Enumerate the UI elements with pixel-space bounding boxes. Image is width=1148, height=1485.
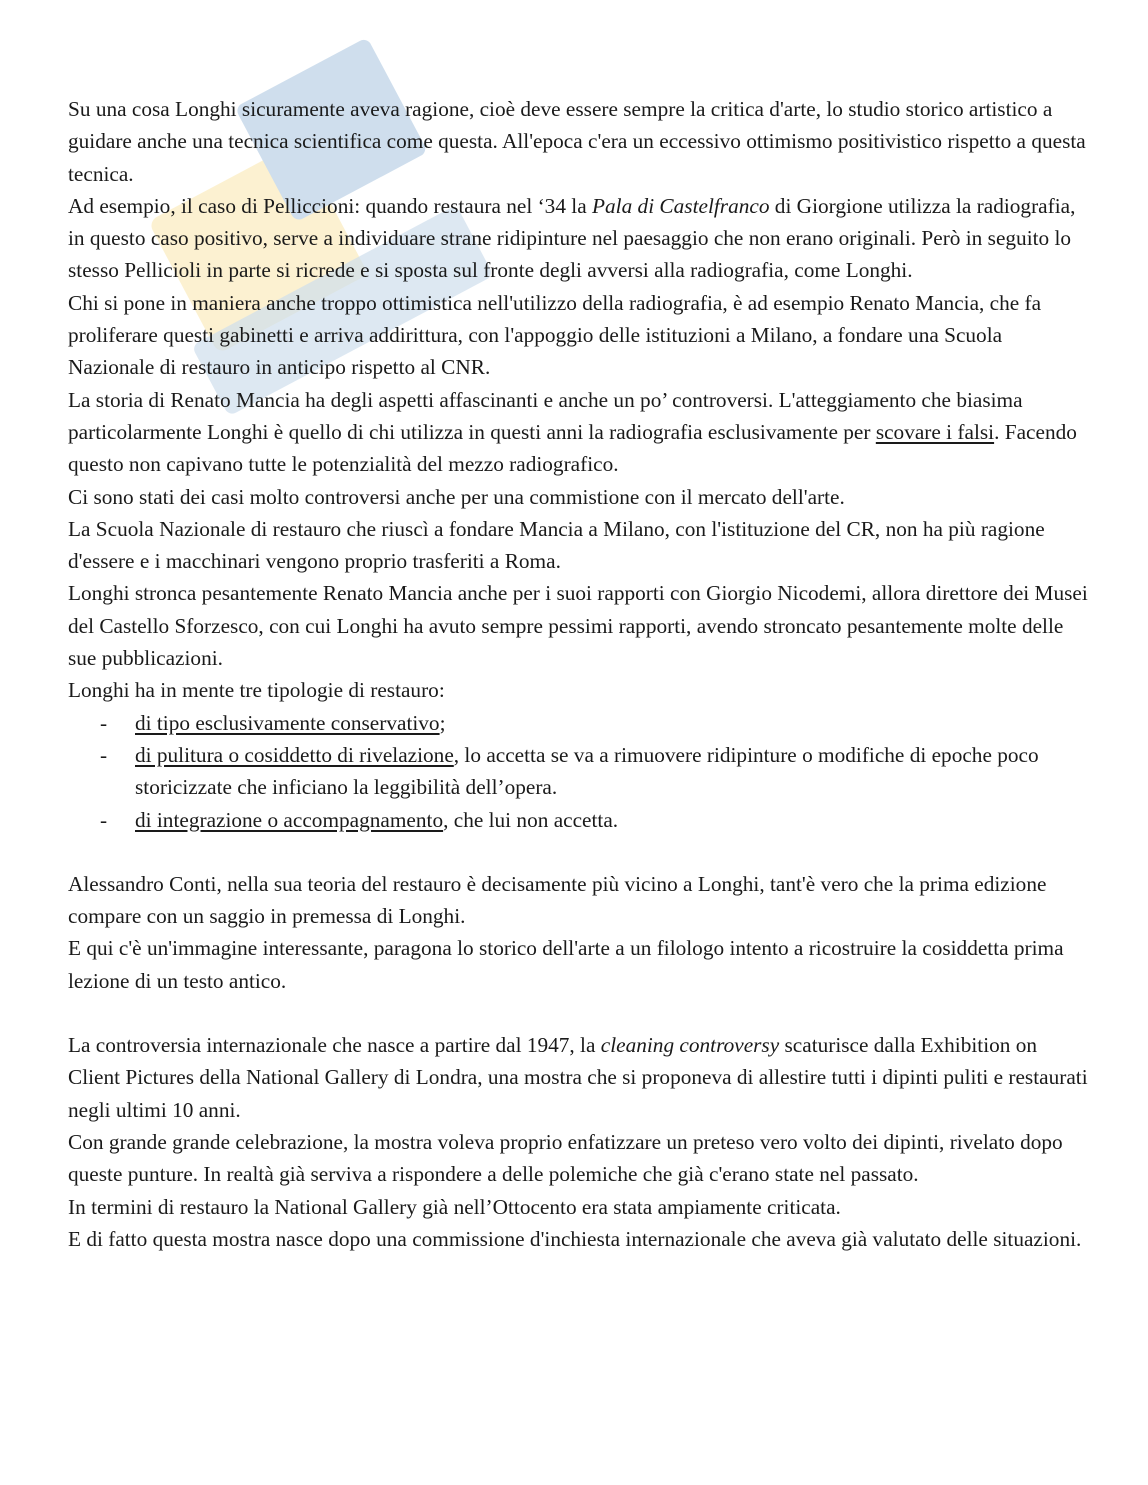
underlined-text: di tipo esclusivamente conservativo	[135, 710, 440, 735]
italic-title: Pala di Castelfranco	[592, 193, 770, 218]
text-run: , lo accetta se va a rimuovere ridipinture o modifiche di epoche poco storicizzate che inficiano la leggibilità dell’opera.	[135, 742, 1039, 800]
paragraph: Alessandro Conti, nella sua teoria del restauro è decisamente più vicino a Longhi, tant'è vero che la prima edizione compare con un saggio in premessa di Longhi.	[68, 871, 1047, 929]
paragraph: Longhi stronca pesantemente Renato Mancia anche per i suoi rapporti con Giorgio Nicodemi, allora direttore dei Musei del Castello Sforzesco, con cui Longhi ha avuto sempre pessimi rapporti, avendo stroncato pesantemente molte delle sue pubblicazioni.	[68, 581, 1088, 671]
list-item	[68, 804, 1093, 836]
document-body	[68, 93, 1093, 1255]
paragraph: La Scuola Nazionale di restauro che riuscì a fondare Mancia a Milano, con l'istituzione del CR, non ha più ragione d'essere e i macchinari vengono proprio trasferiti a Roma.	[68, 516, 1045, 574]
paragraph: E qui c'è un'immagine interessante, paragona lo storico dell'arte a un filologo intento a ricostruire la cosiddetta prima lezione di un testo antico.	[68, 936, 1064, 993]
paragraph	[68, 190, 1093, 287]
text-run: La controversia internazionale che nasce a partire dal 1947, la	[68, 1033, 601, 1058]
spacer	[68, 997, 1093, 1029]
underlined-text: di integrazione o accompagnamento	[135, 807, 444, 832]
list-dash: -	[100, 807, 108, 832]
underlined-text: di pulitura o cosiddetto di rivelazione	[135, 742, 454, 767]
paragraph: Longhi ha in mente tre tipologie di restauro:	[68, 678, 445, 703]
text-run: La storia di Renato Mancia ha degli aspetti affascinanti e anche un po’ controversi. L'atteggiamento che biasima particolarmente Longhi è quello di chi utilizza in questi anni la radiografia esclusivamente per	[68, 387, 1023, 444]
text-run: di Giorgione utilizza la radiografia, in questo caso positivo, serve a individuare strane ridipinture nel paesaggio che non erano originali. Però in seguito lo stesso Pellicioli in parte si ricrede e si sposta sul fronte degli avversi alla radiografia, come Longhi.	[68, 193, 1076, 283]
list-item	[68, 707, 1093, 739]
paragraph: E di fatto questa mostra nasce dopo una commissione d'inchiesta internazionale che aveva già valutato delle situazioni.	[68, 1226, 1082, 1251]
paragraph: Su una cosa Longhi sicuramente aveva ragione, cioè deve essere sempre la critica d'arte, lo studio storico artistico a guidare anche una tecnica scientifica come questa. All'epoca c'era un eccessivo ottimismo positivistico rispetto a questa tecnica.	[68, 97, 1086, 186]
text-run: scaturisce dalla Exhibition on Client Pictures della National Gallery di Londra, una mostra che si proponeva di allestire tutti i dipinti puliti e restaurati negli ultimi 10 anni.	[68, 1033, 1088, 1122]
list-dash: -	[100, 742, 108, 767]
paragraph: Chi si pone in maniera anche troppo ottimistica nell'utilizzo della radiografia, è ad esempio Renato Mancia, che fa proliferare questi gabinetti e arriva addirittura, con l'appoggio delle istituzioni a Milano, a fondare una Scuola Nazionale di restauro in anticipo rispetto al CNR.	[68, 290, 1042, 380]
spacer	[68, 836, 1093, 868]
restoration-types-list	[68, 707, 1093, 836]
text-run: . Facendo questo non capivano tutte le potenzialità del mezzo radiografico.	[68, 419, 1077, 477]
list-dash: -	[100, 710, 108, 735]
paragraph	[68, 384, 1093, 481]
paragraph: Ci sono stati dei casi molto controversi anche per una commistione con il mercato dell'arte.	[68, 484, 845, 509]
paragraph: Con grande grande celebrazione, la mostra voleva proprio enfatizzare un preteso vero volto dei dipinti, rivelato dopo queste punture. In realtà già serviva a rispondere a delle polemiche che già c'erano state nel passato.	[68, 1129, 1063, 1187]
text-run: , che lui non accetta.	[443, 807, 619, 832]
paragraph: In termini di restauro la National Gallery già nell’Ottocento era stata ampiamente criticata.	[68, 1194, 841, 1219]
text-run: ;	[439, 710, 446, 735]
italic-term: cleaning controversy	[600, 1033, 780, 1058]
underlined-text: scovare i falsi	[875, 419, 995, 444]
list-item	[68, 739, 1093, 804]
paragraph	[68, 1029, 1093, 1126]
text-run: Ad esempio, il caso di Pelliccioni: quando restaura nel ‘34 la	[68, 193, 592, 218]
